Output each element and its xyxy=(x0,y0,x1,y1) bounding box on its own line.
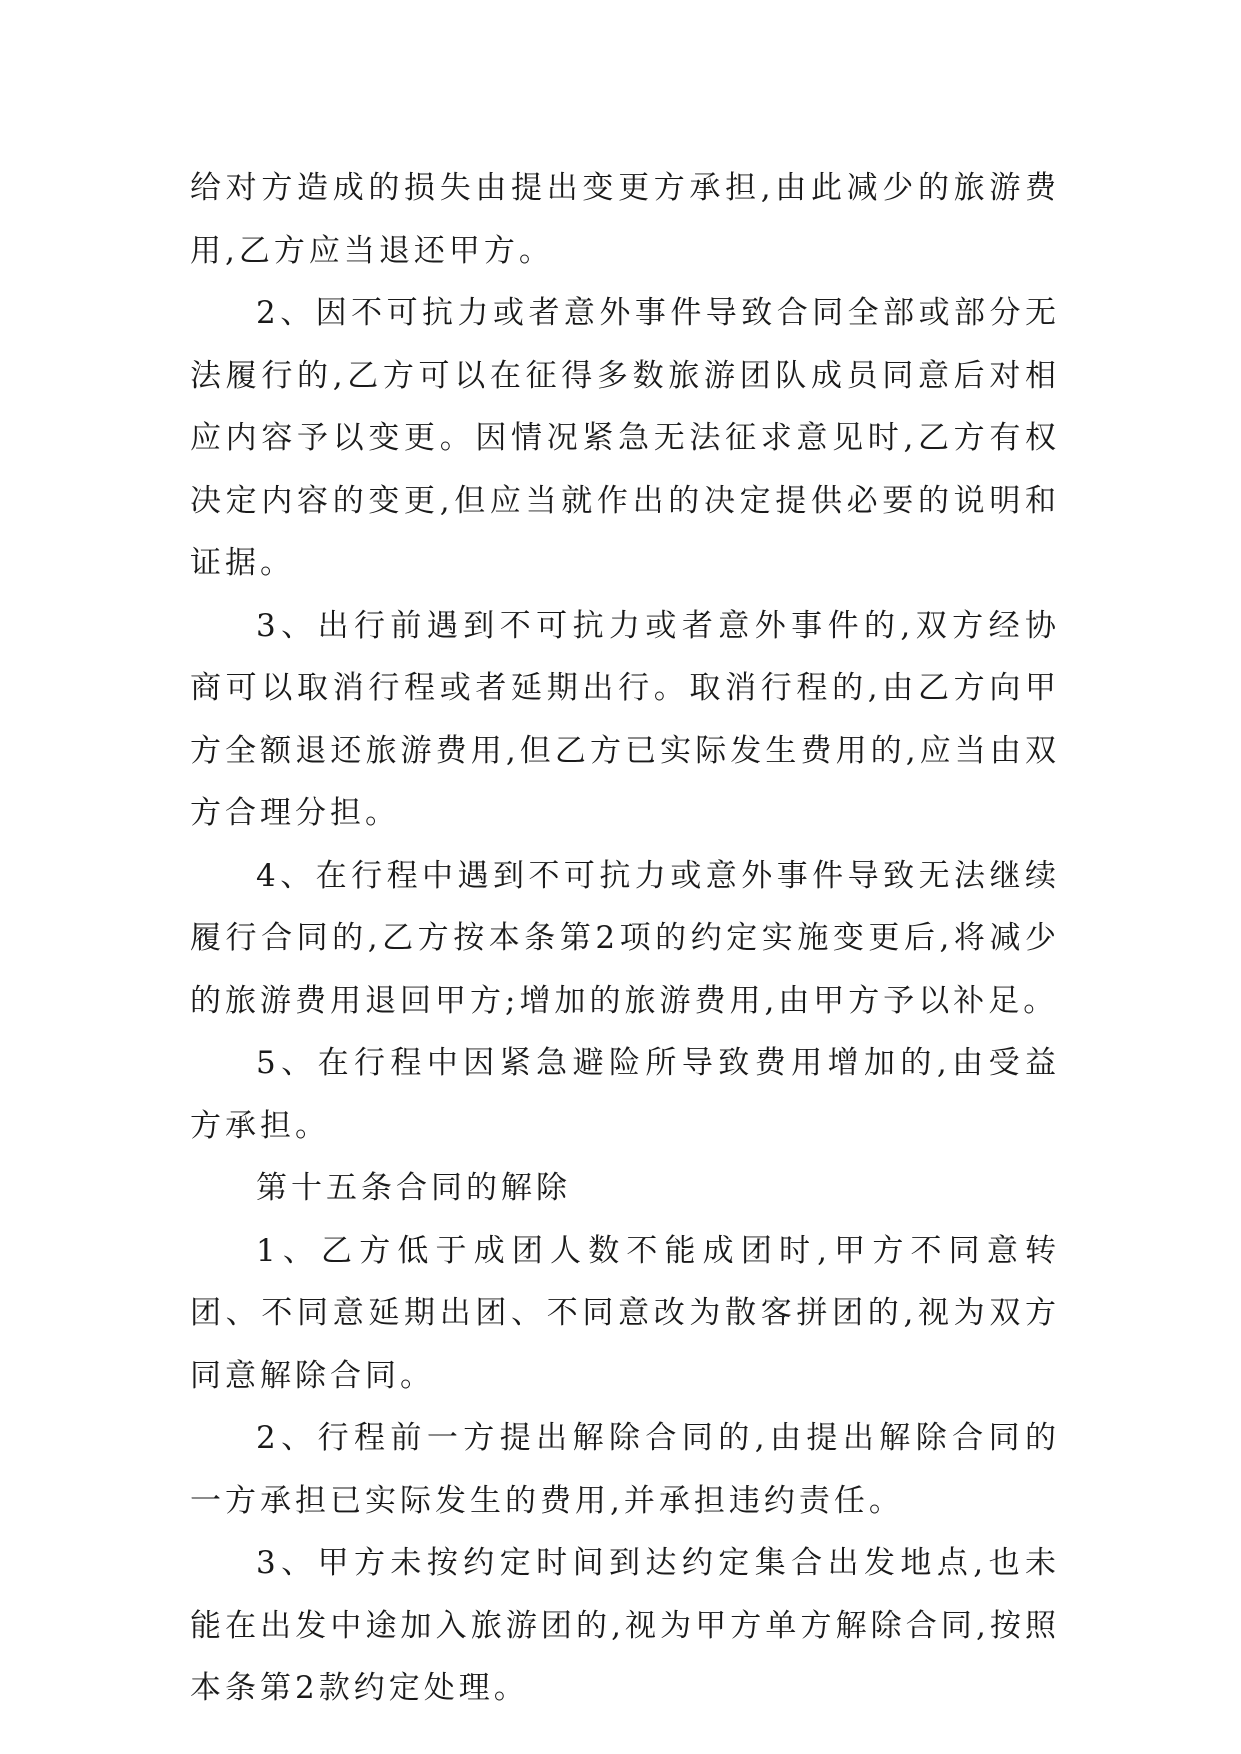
paragraph-termination-3: 3、甲方未按约定时间到达约定集合出发地点,也未能在出发中途加入旅游团的,视为甲方单方解除合同,按照本条第2款约定处理。 xyxy=(190,1545,1060,1706)
section-heading-article-15: 第十五条合同的解除 xyxy=(256,1170,571,1206)
paragraph-clause-2: 2、因不可抗力或者意外事件导致合同全部或部分无法履行的,乙方可以在征得多数旅游团队成员同意后对相应内容予以变更。因情况紧急无法征求意见时,乙方有权决定内容的变更,但应当就作出的决定提供必要的说明和证据。 xyxy=(190,295,1060,581)
paragraph-clause-3: 3、出行前遇到不可抗力或者意外事件的,双方经协商可以取消行程或者延期出行。取消行程的,由乙方向甲方全额退还旅游费用,但乙方已实际发生费用的,应当由双方合理分担。 xyxy=(190,607,1060,831)
document-body xyxy=(190,157,1060,1720)
paragraph-continuation: 给对方造成的损失由提出变更方承担,由此减少的旅游费用,乙方应当退还甲方。 xyxy=(190,170,1060,269)
paragraph-clause-5: 5、在行程中因紧急避险所导致费用增加的,由受益方承担。 xyxy=(190,1045,1060,1144)
paragraph-termination-2: 2、行程前一方提出解除合同的,由提出解除合同的一方承担已实际发生的费用,并承担违约责任。 xyxy=(190,1420,1060,1519)
paragraph-termination-1: 1、乙方低于成团人数不能成团时,甲方不同意转团、不同意延期出团、不同意改为散客拼团的,视为双方同意解除合同。 xyxy=(190,1232,1060,1394)
paragraph-clause-4: 4、在行程中遇到不可抗力或意外事件导致无法继续履行合同的,乙方按本条第2项的约定实施变更后,将减少的旅游费用退回甲方;增加的旅游费用,由甲方予以补足。 xyxy=(190,857,1060,1019)
